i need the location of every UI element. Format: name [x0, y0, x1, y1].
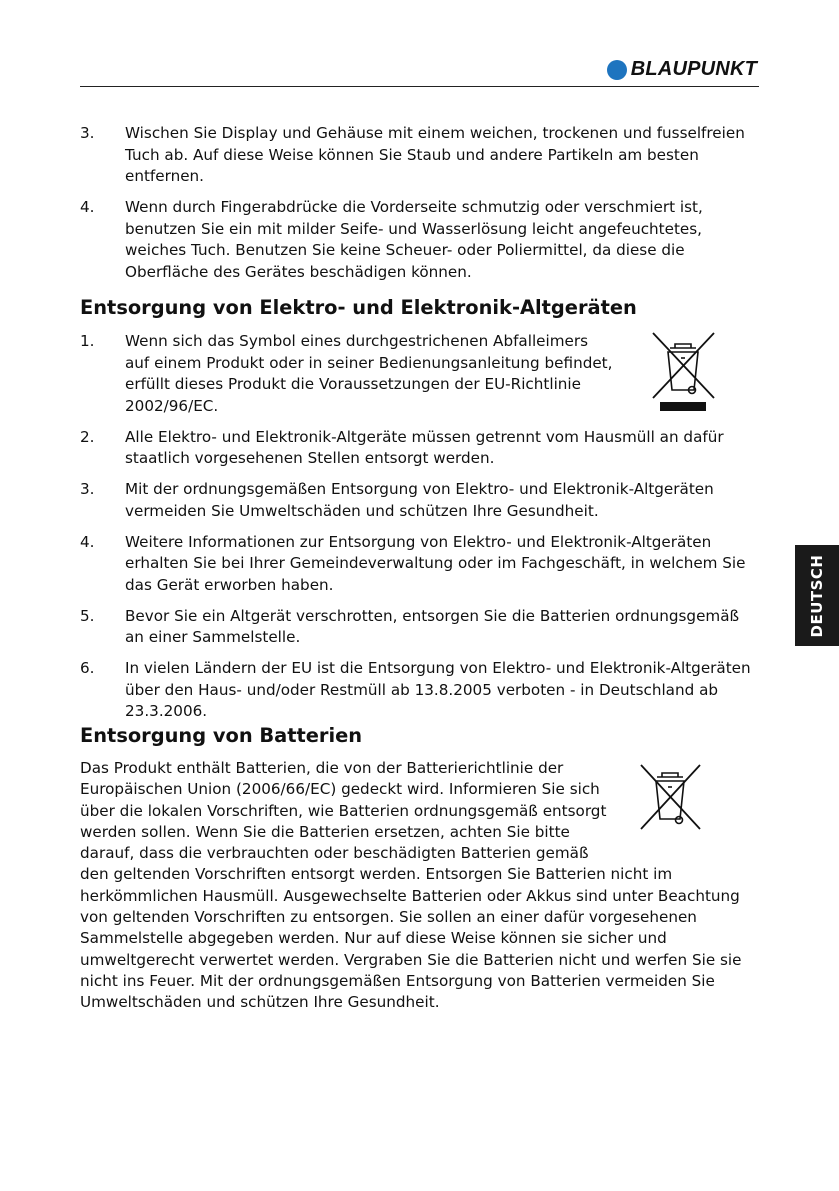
list-item	[80, 123, 760, 188]
logo-text: BLAUPUNKT	[630, 58, 757, 80]
list-item-number: 3.	[80, 124, 95, 142]
list-item-text: Wenn sich das Symbol eines durchgestrichenen Abfalleimers auf einem Produkt oder in seiner Bedienungsanleitung befindet, erfüllt dieses Produkt die Voraussetzungen der EU-Richtlinie 2002/96/EC.	[125, 332, 613, 415]
weee-heading: Entsorgung von Elektro- und Elektronik-Altgeräten	[80, 296, 637, 319]
list-item	[80, 658, 760, 723]
crossed-out-wheelie-bin-icon	[648, 330, 718, 412]
list-item	[80, 532, 760, 597]
language-side-tab-label: DEUTSCH	[808, 554, 826, 637]
list-item-text: Weitere Informationen zur Entsorgung von Elektro- und Elektronik-Altgeräten erhalten Sie bei Ihrer Gemeindeverwaltung oder im Fachgeschäft, in welchem Sie das Gerät erworben haben.	[125, 532, 746, 594]
batteries-heading: Entsorgung von Batterien	[80, 724, 363, 747]
list-item-text: Alle Elektro- und Elektronik-Altgeräte müssen getrennt vom Hausmüll an dafür staatlich vorgesehenen Stellen entsorgt werden.	[125, 427, 724, 467]
logo-dot-icon	[607, 60, 627, 80]
language-side-tab	[795, 545, 839, 646]
list-item	[80, 479, 760, 522]
list-item-number: 4.	[80, 198, 95, 216]
batteries-paragraph	[80, 758, 760, 1014]
list-item-text: Bevor Sie ein Altgerät verschrotten, entsorgen Sie die Batterien ordnungsgemäß an einer Sammelstelle.	[125, 606, 740, 646]
list-item	[80, 197, 760, 283]
list-item-number: 4.	[80, 532, 95, 551]
batteries-paragraph-text: Das Produkt enthält Batterien, die von der Batterierichtlinie der Europäischen Union (2006/66/EC) gedeckt wird. Informieren Sie sich über die lokalen Vorschriften, wie Batterien ordnungsgemäß entsorgt werden sollen. Wenn Sie die Batterien ersetzen, achten Sie bitte darauf, dass die verbrauchten oder beschädigten Batterien gemäß den geltenden Vorschriften entsorgt werden. Entsorgen Sie Batterien nicht im herkömmlichen Hausmüll. Ausgewechselte Batterien oder Akkus sind unter Beachtung von geltenden Vorschriften zu entsorgen. Sie sollen an einer dafür vorgesehenen Sammelstelle abgegeben werden. Nur auf diese Weise können sie sicher und umweltgerecht verwertet werden. Vergraben Sie die Batterien nicht und werfen Sie sie nicht ins Feuer. Mit der ordnungsgemäßen Entsorgung von Batterien vermeiden Sie Umweltschäden und schützen Ihre Gesundheit.	[80, 759, 742, 1012]
list-item	[80, 606, 760, 649]
icon-spacer	[620, 758, 760, 863]
list-item	[80, 427, 760, 470]
list-item-text: Mit der ordnungsgemäßen Entsorgung von Elektro- und Elektronik-Altgeräten vermeiden Sie Umweltschäden und schützen Ihre Gesundheit.	[125, 480, 714, 520]
blaupunkt-logo	[607, 58, 757, 81]
list-item-text: Wischen Sie Display und Gehäuse mit einem weichen, trockenen und fusselfreien Tuch ab. Auf diese Weise können Sie Staub und andere Partikeln am besten entfernen.	[125, 124, 745, 185]
header-divider	[80, 86, 759, 87]
cleaning-list	[80, 123, 760, 293]
list-item-number: 5.	[80, 606, 95, 625]
list-item-number: 2.	[80, 427, 95, 446]
list-item-number: 3.	[80, 480, 95, 498]
list-item-number: 1.	[80, 332, 95, 350]
list-item-number: 6.	[80, 659, 95, 677]
list-item-text: Wenn durch Fingerabdrücke die Vorderseite schmutzig oder verschmiert ist, benutzen Sie ein mit milder Seife- und Wasserlösung leicht angefeuchtetes, weiches Tuch. Benutzen Sie keine Scheuer- oder Poliermittel, da diese die Oberfläche des Gerätes beschädigen können.	[125, 198, 703, 281]
list-item-text: In vielen Ländern der EU ist die Entsorgung von Elektro- und Elektronik-Altgeräten über den Haus- und/oder Restmüll ab 13.8.2005 verboten - in Deutschland ab 23.3.2006.	[125, 659, 751, 720]
